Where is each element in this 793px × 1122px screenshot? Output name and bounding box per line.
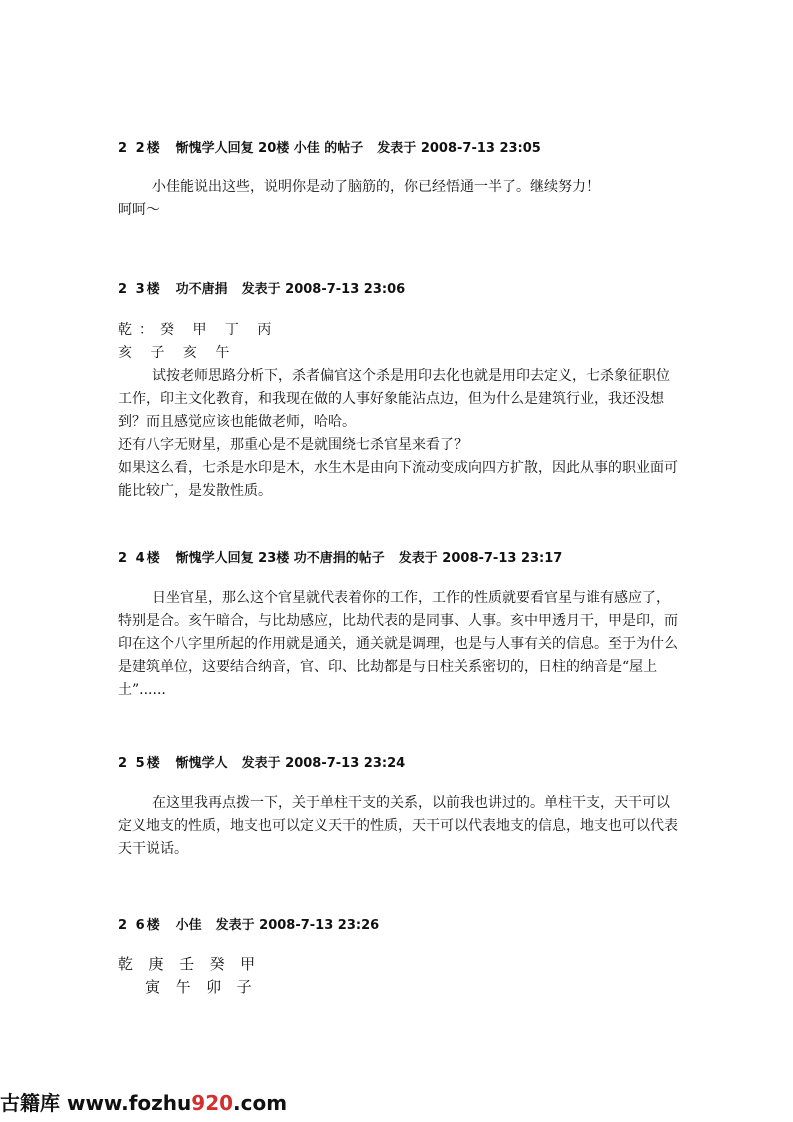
bazi-line: 乾：癸 甲 丁 丙 <box>118 322 279 338</box>
post-paragraph: 试按老师思路分析下，杀者偏官这个杀是用印去化也就是用印去定义，七杀象征职位工作，印主文化教育，和我现在做的人事好象能沾点边，但为什么是建筑行业，我还没想到？而且感觉应该也能做老师，哈哈。 <box>118 368 670 430</box>
post-author: 惭愧学人 <box>175 756 228 771</box>
post-24 <box>118 549 678 698</box>
post-paragraph: 在这里我再点拨一下，关于单柱干支的关系，以前我也讲过的。单柱干支，天干可以定义地支的性质，地支也可以定义天干的性质，天干可以代表地支的信息，地支也可以代表天干说话。 <box>118 795 678 857</box>
site-watermark <box>0 1088 287 1118</box>
bazi-line: 乾 庚 壬 癸 甲 <box>118 955 258 973</box>
post-header <box>118 916 678 936</box>
floor-number: 2 2楼 <box>118 141 162 156</box>
post-paragraph: 还有八字无财星，那重心是不是就围绕七杀官星来看了？ <box>118 437 468 453</box>
post-meta: 发表于 2008-7-13 23:26 <box>215 918 380 933</box>
floor-number: 2 5楼 <box>118 756 162 771</box>
post-paragraph: 如果这么看，七杀是水印是木，水生木是由向下流动变成向四方扩散，因此从事的职业面可能比较广，是发散性质。 <box>118 460 678 499</box>
post-author: 功不唐捐 <box>175 282 228 297</box>
watermark-prefix: 古籍库 www.fozhu <box>0 1091 192 1115</box>
post-paragraph: 小佳能说出这些，说明你是动了脑筋的，你已经悟通一半了。继续努力！ <box>152 179 600 195</box>
post-body <box>118 792 678 861</box>
post-author: 惭愧学人回复 20楼 小佳 的帖子 <box>175 141 364 156</box>
bazi-line: 亥 子 亥 午 <box>118 345 237 361</box>
post-header <box>118 139 678 159</box>
post-meta: 发表于 2008-7-13 23:06 <box>241 282 406 297</box>
post-header <box>118 754 678 774</box>
post-author: 惭愧学人回复 23楼 功不唐捐的帖子 <box>175 551 385 566</box>
post-header <box>118 280 678 300</box>
post-paragraph: 呵呵～ <box>118 202 160 218</box>
watermark-suffix: .com <box>233 1091 288 1115</box>
post-meta: 发表于 2008-7-13 23:05 <box>377 141 541 156</box>
floor-number: 2 4楼 <box>118 551 162 566</box>
post-meta: 发表于 2008-7-13 23:17 <box>398 551 563 566</box>
post-26 <box>118 916 678 996</box>
post-body <box>118 587 678 702</box>
post-body <box>118 176 678 222</box>
bazi-line: 寅 午 卯 子 <box>118 978 254 996</box>
watermark-highlight: 920 <box>191 1091 234 1115</box>
floor-number: 2 3楼 <box>118 282 162 297</box>
post-body <box>118 953 678 999</box>
post-meta: 发表于 2008-7-13 23:24 <box>241 756 406 771</box>
post-header <box>118 549 678 569</box>
post-22 <box>118 139 678 218</box>
post-23 <box>118 280 678 499</box>
post-25 <box>118 754 678 857</box>
post-body <box>118 319 678 503</box>
post-author: 小佳 <box>175 918 202 933</box>
post-paragraph: 日坐官星，那么这个官星就代表着你的工作，工作的性质就要看官星与谁有感应了，特别是合。亥午暗合，与比劫感应，比劫代表的是同事、人事。亥中甲透月干，甲是印，而印在这个八字里所起的作用就是通关，通关就是调理，也是与人事有关的信息。至于为什么是建筑单位，这要结合纳音，官、印、比劫都是与日柱关系密切的，日柱的纳音是“屋上土”...... <box>118 590 678 698</box>
floor-number: 2 6楼 <box>118 918 162 933</box>
